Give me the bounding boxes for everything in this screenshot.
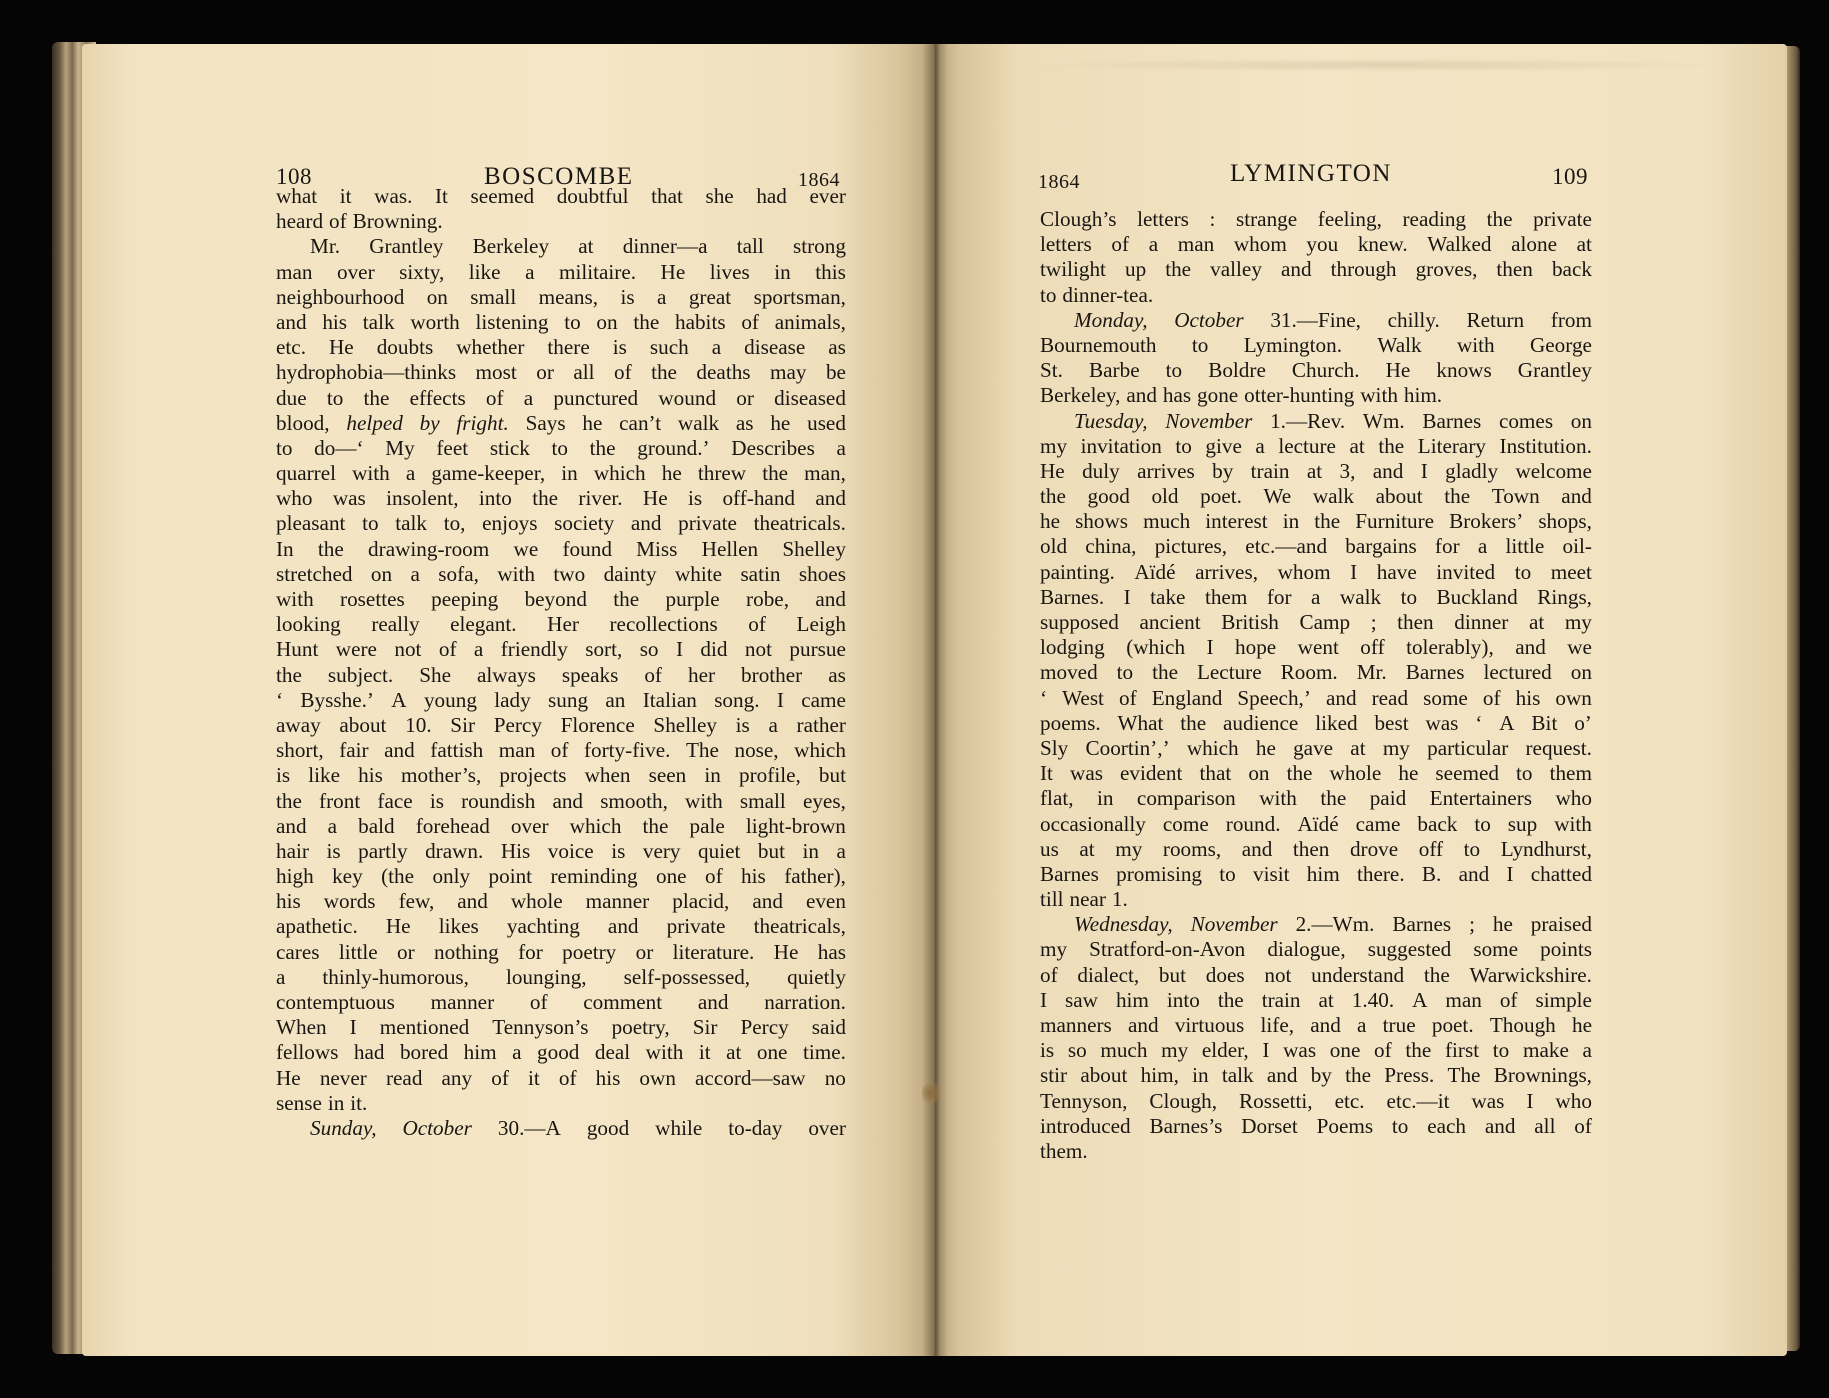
text-line: the front face is roundish and smooth, with small eyes, [276,788,846,813]
text-line: manners and virtuous life, and a true poet. Though he [1040,1013,1592,1037]
text-line: quarrel with a game-keeper, in which he threw the man, [276,461,846,486]
text-line: Clough’s letters : strange feeling, reading the private [1040,207,1592,231]
text-line: sense in it. [276,1090,368,1115]
text-line: old china, pictures, etc.—and bargains for a little oil- [1040,534,1592,559]
text-line: etc. He doubts whether there is such a disease as [276,335,846,360]
page-shadow [1030,58,1730,72]
text-line: Hunt were not of a friendly sort, so I did not pursue [276,637,846,662]
text-line: short, fair and fattish man of forty-five. The nose, which [276,738,846,763]
text-line: high key (the only point reminding one of his father), [276,864,846,889]
left-page-number: 108 [276,164,312,189]
text-line: due to the effects of a punctured wound or diseased [276,385,846,410]
text-line: till near 1. [1040,887,1128,912]
text-line: and his talk worth listening to on the habits of animals, [276,309,846,334]
text-line: is so much my elder, I was one of the first to make a [1040,1038,1592,1063]
text-line: letters of a man whom you knew. Walked alone at [1040,232,1592,257]
text-line: to do—‘ My feet stick to the ground.’ Describes a [276,435,846,460]
text-line: and a bald forehead over which the pale light-brown [276,813,846,838]
text-line: apathetic. He likes yachting and private theatricals, [276,914,846,939]
text-line: neighbourhood on small means, is a great sportsman, [276,284,846,309]
text-line: Wednesday, November 2.—Wm. Barnes ; he praised [1074,912,1592,937]
text-line: blood, helped by fright. Says he can’t walk as he used [276,410,846,435]
text-line: Mr. Grantley Berkeley at dinner—a tall strong [310,234,846,259]
text-line: cares little or nothing for poetry or literature. He has [276,939,846,964]
left-page [82,44,934,1356]
right-page-number: 109 [1552,164,1588,189]
paper-stain [922,1082,940,1104]
text-line: When I mentioned Tennyson’s poetry, Sir Percy said [276,1015,846,1040]
text-line: Tuesday, November 1.—Rev. Wm. Barnes comes on [1074,408,1592,433]
text-line: who was insolent, into the river. He is off-hand and [276,486,846,511]
text-line: he shows much interest in the Furniture Brokers’ shops, [1040,509,1592,534]
text-line: heard of Browning. [276,209,443,234]
text-line: ‘ West of England Speech,’ and read some of his own [1040,685,1592,710]
right-page [934,44,1787,1356]
text-line: looking really elegant. Her recollections of Leigh [276,612,846,637]
right-body-text [1040,207,1592,1164]
text-line: He never read any of it of his own accord—saw no [276,1065,846,1090]
text-line: twilight up the valley and through groves, then back [1040,257,1592,282]
book-gutter [922,44,948,1356]
text-line: Bournemouth to Lymington. Walk with George [1040,332,1592,357]
right-running-year: 1864 [1038,171,1080,193]
text-line: painting. Aïdé arrives, whom I have invited to meet [1040,559,1592,584]
text-line: away about 10. Sir Percy Florence Shelley is a rather [276,712,846,737]
text-line: with rosettes peeping beyond the purple robe, and [276,587,846,611]
text-line: fellows had bored him a good deal with it at one time. [276,1040,846,1065]
text-line: Monday, October 31.—Fine, chilly. Return from [1074,307,1592,332]
text-line: is like his mother’s, projects when seen in profile, but [276,763,846,788]
text-line: introduced Barnes’s Dorset Poems to each and all of [1040,1113,1592,1138]
text-line: In the drawing-room we found Miss Hellen Shelley [276,536,846,561]
text-line: I saw him into the train at 1.40. A man of simple [1040,987,1592,1012]
text-line: my invitation to give a lecture at the Literary Institution. [1040,433,1592,458]
right-running-title: LYMINGTON [1230,160,1392,187]
text-line: to dinner-tea. [1040,282,1154,307]
text-line: stir about him, in talk and by the Press. The Brownings, [1040,1063,1592,1088]
text-line: Sunday, October 30.—A good while to-day over [310,1115,846,1140]
text-line: flat, in comparison with the paid Entertainers who [1040,786,1592,811]
text-line: occasionally come round. Aïdé came back to sup with [1040,811,1592,836]
text-line: pleasant to talk to, enjoys society and private theatricals. [276,511,846,536]
text-line: of dialect, but does not understand the Warwickshire. [1040,962,1592,987]
text-line: stretched on a sofa, with two dainty white satin shoes [276,561,846,586]
text-line: Barnes. I take them for a walk to Buckland Rings, [1040,584,1592,609]
text-line: his words few, and whole manner placid, and even [276,889,846,914]
text-line: Berkeley, and has gone otter-hunting with him. [1040,383,1443,408]
text-line: lodging (which I hope went off tolerably), and we [1040,635,1592,660]
text-line: the subject. She always speaks of her brother as [276,662,846,687]
text-line: moved to the Lecture Room. Mr. Barnes lectured on [1040,660,1592,685]
text-line: them. [1040,1138,1088,1163]
text-line: us at my rooms, and then drove off to Lyndhurst, [1040,836,1592,861]
text-line: poems. What the audience liked best was ‘ A Bit o’ [1040,710,1592,735]
text-line: my Stratford-on-Avon dialogue, suggested some points [1040,937,1592,962]
text-line: contemptuous manner of comment and narration. [276,990,846,1014]
text-line: Sly Coortin’,’ which he gave at my particular request. [1040,735,1592,760]
text-line: He duly arrives by train at 3, and I gladly welcome [1040,458,1592,483]
text-line: man over sixty, like a militaire. He lives in this [276,259,846,284]
text-line: the good old poet. We walk about the Town and [1040,484,1592,509]
text-line: It was evident that on the whole he seemed to them [1040,761,1592,786]
text-line: St. Barbe to Boldre Church. He knows Grantley [1040,358,1592,383]
left-running-title: BOSCOMBE [484,163,634,190]
text-line: what it was. It seemed doubtful that she had ever [276,184,846,208]
text-line: Tennyson, Clough, Rossetti, etc. etc.—it was I who [1040,1088,1592,1113]
text-line: a thinly-humorous, lounging, self-possessed, quietly [276,964,846,989]
text-line: ‘ Bysshe.’ A young lady sung an Italian song. I came [276,687,846,712]
left-running-year: 1864 [798,169,840,191]
text-line: supposed ancient British Camp ; then dinner at my [1040,610,1592,634]
left-body-text [276,184,846,1141]
text-line: hydrophobia—thinks most or all of the deaths may be [276,360,846,385]
text-line: hair is partly drawn. His voice is very quiet but in a [276,838,846,863]
text-line: Barnes promising to visit him there. B. and I chatted [1040,861,1592,886]
